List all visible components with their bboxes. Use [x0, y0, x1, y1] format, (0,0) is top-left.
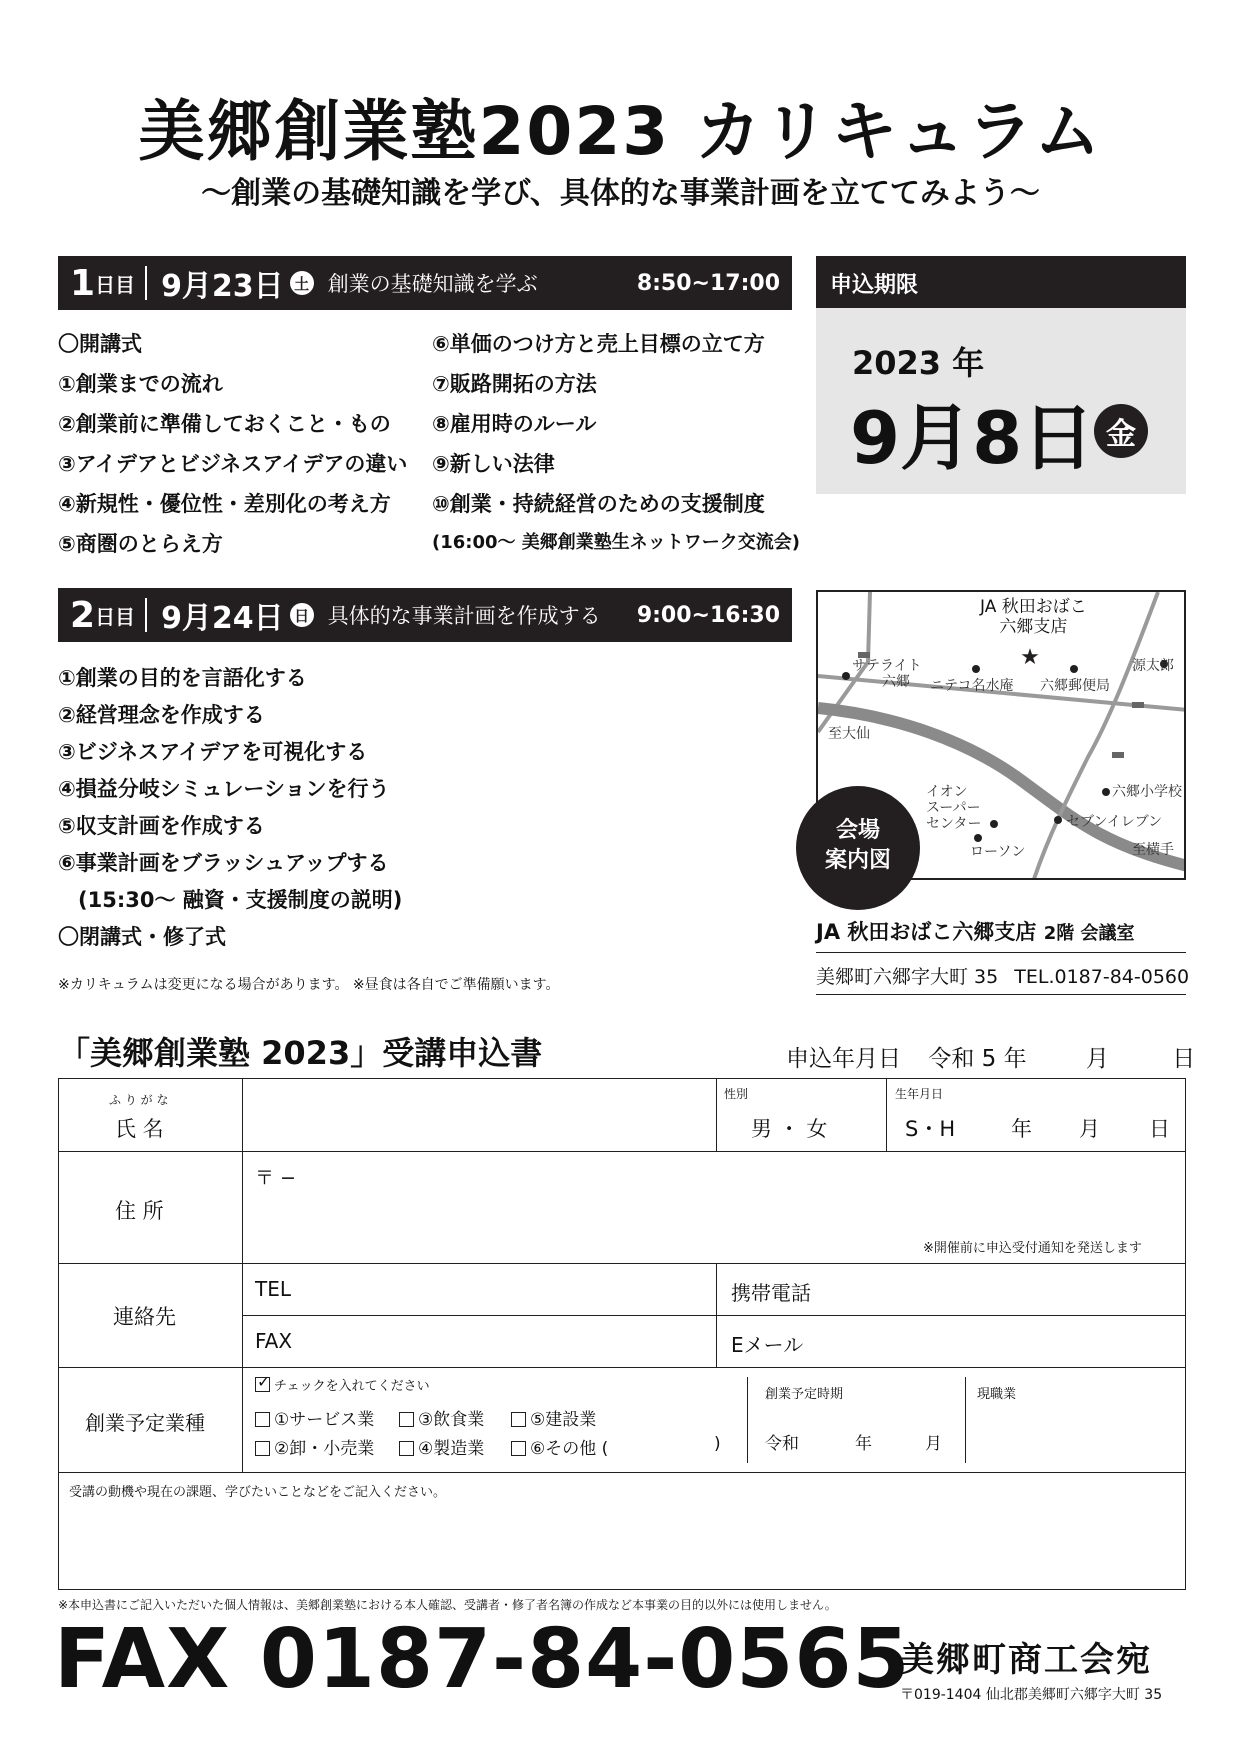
industry-option[interactable]	[399, 1405, 484, 1430]
fax-field[interactable]: FAX	[255, 1329, 293, 1353]
map-label-yokote: 至横手	[1132, 842, 1174, 858]
gender-label: 性別	[724, 1087, 749, 1101]
tel-field[interactable]: TEL	[255, 1277, 291, 1301]
industry-label: 創業予定業種	[85, 1411, 205, 1435]
day1-item: ⑤商圏のとらえ方	[58, 532, 223, 556]
day1-date: 9月23日	[161, 269, 284, 304]
industry-option-label: ⑤建設業	[530, 1410, 597, 1430]
day2-weekday-badge: 日	[290, 603, 314, 627]
map-label-seven-eleven: セブンイレブン	[1066, 814, 1163, 830]
apply-date-month[interactable]: 月	[1085, 1046, 1109, 1072]
day1-header	[58, 256, 792, 310]
map-label-lawson: ローソン	[970, 844, 1026, 860]
apply-date-era[interactable]: 令和 5 年	[928, 1046, 1027, 1072]
name-label: 氏 名	[115, 1117, 164, 1141]
day2-date: 9月24日	[161, 601, 284, 636]
apply-date-label: 申込年月日	[786, 1046, 901, 1072]
page-subtitle: 〜創業の基礎知識を学び、具体的な事業計画を立ててみよう〜	[201, 176, 1040, 211]
day1-item: ⑧雇用時のルール	[432, 412, 597, 436]
gender-options[interactable]: 男 ・ 女	[751, 1117, 828, 1141]
day1-nichime: 日目	[95, 272, 136, 297]
deadline-date: 9月8日	[850, 396, 1095, 480]
map-target-label	[980, 598, 1087, 637]
day2-nichime: 日目	[95, 604, 136, 629]
address-note: ※開催前に申込受付通知を発送します	[923, 1241, 1142, 1256]
day2-separator	[145, 598, 147, 632]
day2-item: (15:30〜 融資・支援制度の説明)	[78, 888, 403, 912]
industry-option-label: ①サービス業	[274, 1410, 375, 1430]
map-label-daisen: 至大仙	[828, 726, 870, 742]
map-label-aeon-line3: センター	[926, 816, 982, 833]
industry-option[interactable]	[511, 1434, 608, 1459]
check-note-text: チェックを入れてください	[274, 1379, 430, 1394]
industry-option[interactable]	[255, 1434, 374, 1459]
curriculum-note: ※カリキュラムは変更になる場合があります。 ※昼食は各自でご準備願います。	[58, 977, 560, 993]
day2-item: 〇閉講式・修了式	[58, 925, 226, 949]
venue-address	[816, 962, 1189, 989]
venue-name-text: JA 秋田おばこ六郷支店	[816, 920, 1037, 944]
industry-option[interactable]	[399, 1434, 484, 1459]
map-label-satellite-line1: サテライト	[852, 658, 922, 674]
birthdate-month: 月	[1079, 1117, 1100, 1141]
timing-month: 月	[925, 1434, 942, 1454]
venue-address-text: 美郷町六郷字大町 35	[816, 966, 999, 988]
birthdate-year: 年	[1011, 1117, 1032, 1141]
map-target-line2: 六郷支店	[999, 616, 1068, 637]
day2-item: ①創業の目的を言語化する	[58, 666, 307, 690]
day1-item: ④新規性・優位性・差別化の考え方	[58, 492, 391, 516]
industry-option-label: ⑥その他 (	[530, 1439, 609, 1459]
other-close-paren: )	[714, 1434, 721, 1454]
industry-option[interactable]	[255, 1405, 374, 1430]
day2-number: 2	[70, 594, 96, 636]
checkbox-icon[interactable]	[255, 1441, 270, 1456]
page-title: 美郷創業塾2023 カリキュラム	[138, 93, 1103, 170]
divider	[816, 952, 1186, 953]
map-badge-line1: 会場	[835, 818, 880, 843]
motive-label: 受講の動機や現在の課題、学びたいことなどをご記入ください。	[69, 1485, 447, 1500]
deadline-box	[816, 308, 1186, 494]
day1-item: ①創業までの流れ	[58, 372, 223, 396]
timing-year: 年	[855, 1434, 872, 1454]
apply-date-day[interactable]: 日	[1172, 1046, 1196, 1072]
map-badge-line2: 案内図	[824, 847, 891, 873]
day2-topic: 具体的な事業計画を作成する	[327, 604, 601, 628]
address-label: 住 所	[115, 1199, 164, 1223]
day2-item: ③ビジネスアイデアを可視化する	[58, 740, 368, 764]
industry-option-label: ②卸・小売業	[274, 1439, 375, 1459]
map-label-aeon	[926, 784, 981, 832]
apply-date	[786, 1040, 1195, 1073]
day1-item: ⑦販路開拓の方法	[432, 372, 597, 396]
deadline-weekday-badge: 金	[1094, 404, 1148, 458]
map-label-aeon-line1: イオン	[926, 784, 968, 800]
map-label-post-office: 六郷郵便局	[1040, 678, 1110, 694]
furigana-label: ふ り が な	[109, 1093, 169, 1107]
checkbox-icon[interactable]	[255, 1412, 270, 1427]
day1-item: ⑥単価のつけ方と売上目標の立て方	[432, 332, 765, 356]
contact-label: 連絡先	[113, 1305, 176, 1329]
day1-item: (16:00〜 美郷創業塾生ネットワーク交流会)	[432, 532, 801, 553]
venue-room: 2階 会議室	[1043, 923, 1135, 944]
day2-item: ④損益分岐シミュレーションを行う	[58, 777, 390, 801]
day1-item: ⑨新しい法律	[432, 452, 555, 476]
map-label-satellite	[852, 658, 922, 690]
destination-address: 〒019-1404 仙北郡美郷町六郷字大町 35	[900, 1687, 1163, 1703]
day1-item: ③アイデアとビジネスアイデアの違い	[58, 452, 408, 476]
day2-item: ⑥事業計画をブラッシュアップする	[58, 851, 389, 875]
checked-box-icon: ✓	[257, 1372, 271, 1391]
job-label: 現職業	[977, 1387, 1017, 1402]
timing-era[interactable]: 令和	[765, 1434, 799, 1454]
svg-text:★: ★	[1020, 645, 1040, 670]
map-label-nitecco: ニテコ名水庵	[930, 678, 1014, 694]
checkbox-icon[interactable]	[511, 1441, 526, 1456]
day2-time: 9:00~16:30	[636, 602, 780, 628]
day1-item: ⑩創業・持続経営のための支援制度	[432, 492, 765, 516]
map-label-school: 六郷小学校	[1112, 784, 1182, 800]
checkbox-icon[interactable]	[399, 1441, 414, 1456]
day1-weekday-badge: 土	[290, 271, 314, 295]
map-label-aeon-line2: スーパー	[926, 800, 981, 817]
day2-item: ⑤収支計画を作成する	[58, 814, 265, 838]
day1-item: ②創業前に準備しておくこと・もの	[58, 412, 391, 436]
check-note	[255, 1372, 430, 1394]
venue-tel: TEL.0187-84-0560	[1014, 966, 1190, 988]
industry-option[interactable]	[511, 1405, 596, 1430]
mobile-field[interactable]: 携帯電話	[731, 1281, 811, 1305]
application-form	[58, 1078, 1186, 1590]
map-label-gentaro: 源太郎	[1132, 658, 1174, 674]
day1-topic: 創業の基礎知識を学ぶ	[327, 272, 538, 296]
postal-code-field[interactable]: 〒 −	[255, 1167, 296, 1189]
deadline-year: 2023 年	[852, 344, 985, 382]
divider	[816, 994, 1186, 995]
industry-option-label: ④製造業	[418, 1439, 485, 1459]
map-label-satellite-line2: 六郷	[882, 674, 910, 691]
destination: 美郷町商工会宛	[900, 1640, 1152, 1680]
day1-number: 1	[70, 262, 96, 304]
birthdate-day: 日	[1149, 1117, 1170, 1141]
form-title: 「美郷創業塾 2023」受講申込書	[58, 1034, 543, 1072]
map-badge	[796, 786, 920, 910]
industry-option-label: ③飲食業	[418, 1410, 485, 1430]
day1-separator	[145, 266, 147, 300]
checkbox-icon[interactable]	[399, 1412, 414, 1427]
map-target-line1: JA 秋田おばこ	[980, 597, 1087, 617]
birthdate-era[interactable]: S・H	[905, 1117, 956, 1141]
motive-field[interactable]	[69, 1503, 1169, 1583]
day1-time: 8:50~17:00	[636, 270, 780, 296]
day2-item: ②経営理念を作成する	[58, 703, 265, 727]
deadline-label: 申込期限	[816, 256, 1186, 308]
email-field[interactable]: Eメール	[731, 1333, 804, 1357]
day1-item: 〇開講式	[58, 332, 142, 356]
birthdate-label: 生年月日	[895, 1087, 944, 1101]
fax-number: FAX 0187-84-0565	[54, 1612, 911, 1707]
timing-label: 創業予定時期	[765, 1387, 844, 1402]
venue-name	[816, 916, 1135, 946]
privacy-note: ※本申込書にご記入いただいた個人情報は、美郷創業塾における本人確認、受講者・修了者名簿の作成など本事業の目的以外には使用しません。	[58, 1598, 837, 1612]
day2-header	[58, 588, 792, 642]
name-field[interactable]	[259, 1089, 699, 1145]
checkbox-icon[interactable]	[511, 1412, 526, 1427]
